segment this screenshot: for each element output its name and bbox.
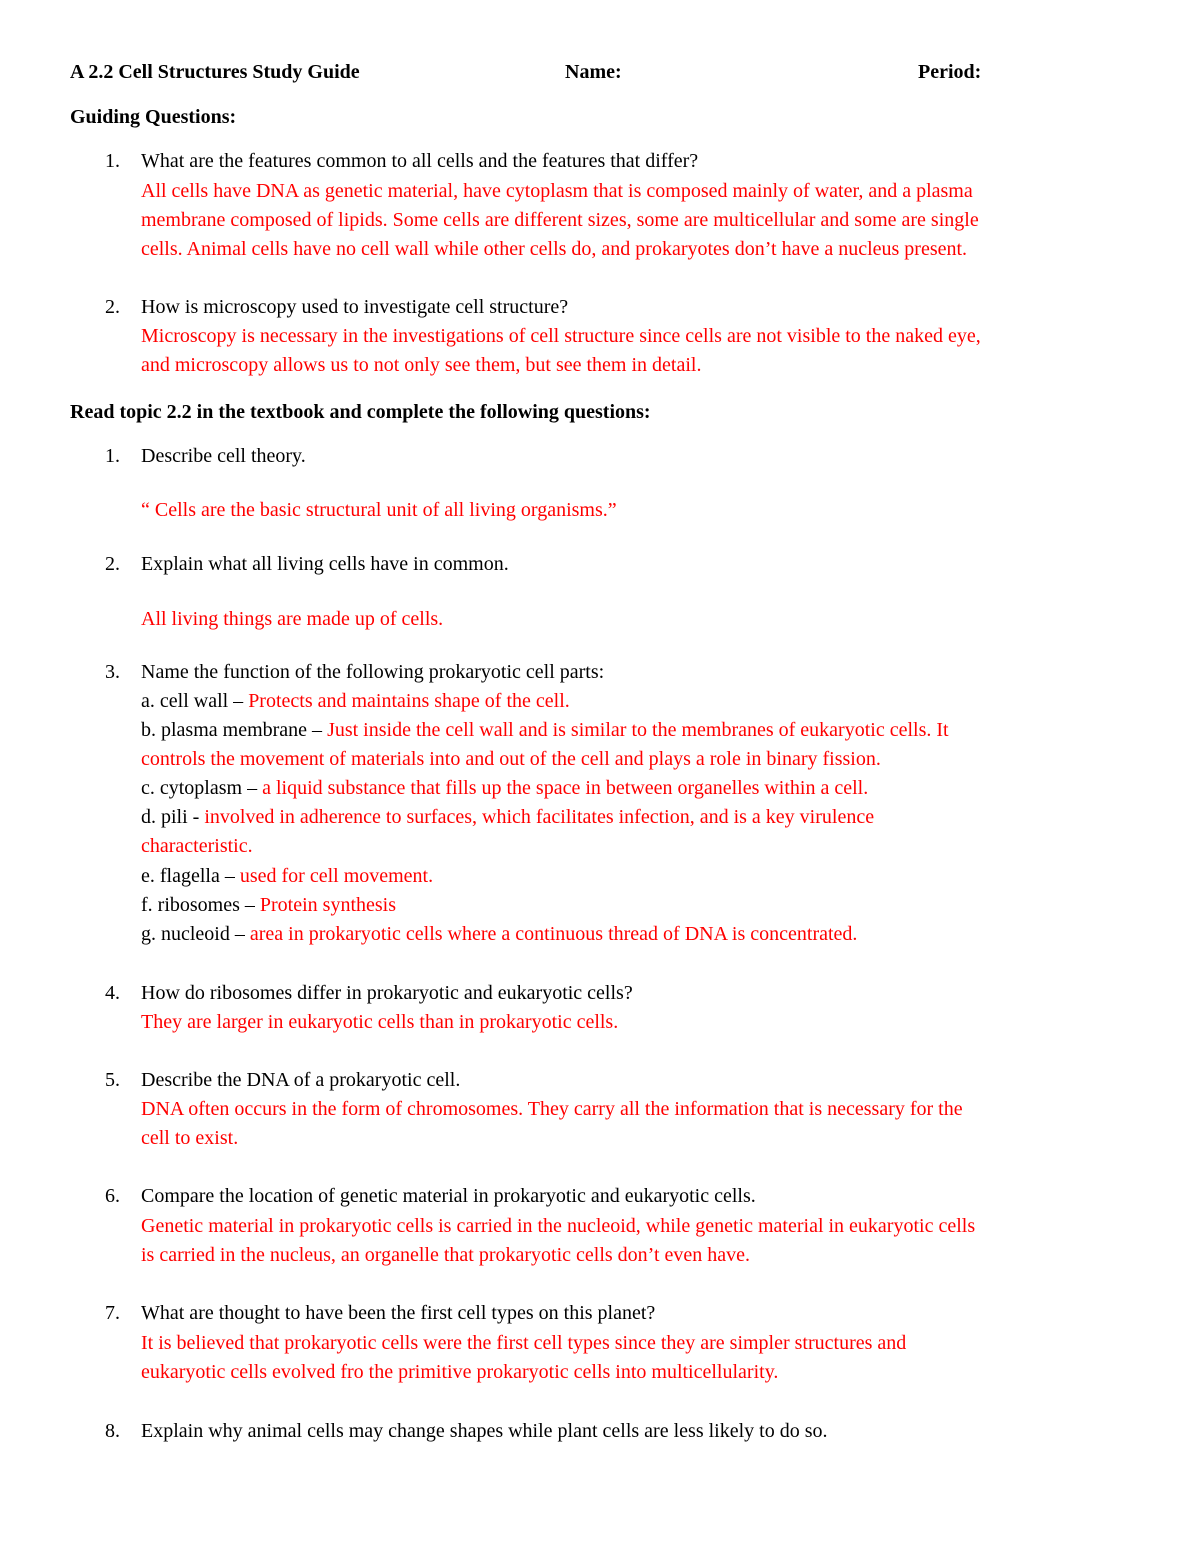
reading-q7-answer-line-2: eukaryotic cells evolved fro the primitive prokaryotic cells into multicellularity. (141, 1361, 779, 1383)
part-b-answer: Just inside the cell wall and is similar to the membranes of eukaryotic cells. It (327, 719, 949, 741)
reading-q6-number: 6. (105, 1185, 120, 1207)
reading-q6-question: Compare the location of genetic material in prokaryotic and eukaryotic cells. (141, 1185, 756, 1207)
part-g-answer: area in prokaryotic cells where a continuous thread of DNA is concentrated. (249, 923, 858, 945)
part-a-row (141, 691, 570, 711)
reading-q5-question: Describe the DNA of a prokaryotic cell. (141, 1069, 461, 1091)
document-title: A 2.2 Cell Structures Study Guide (70, 61, 360, 83)
guiding-q1-number: 1. (105, 150, 120, 172)
part-e-label: e. flagella – (141, 865, 240, 887)
guiding-questions-heading: Guiding Questions: (70, 106, 237, 128)
guiding-q1-answer-line-3: cells. Animal cells have no cell wall while other cells do, and prokaryotes don’t have a nucleus present. (141, 238, 968, 260)
part-a-answer: Protects and maintains shape of the cell. (248, 690, 570, 712)
part-g-label: g. nucleoid – (141, 923, 250, 945)
reading-q2-answer: All living things are made up of cells. (141, 608, 444, 630)
reading-q5-answer-line-1: DNA often occurs in the form of chromosomes. They carry all the information that is necessary for the (141, 1098, 963, 1120)
part-b-label: b. plasma membrane – (141, 719, 328, 741)
reading-q4-number: 4. (105, 982, 120, 1004)
part-c-row (141, 778, 868, 798)
reading-q1-number: 1. (105, 445, 120, 467)
part-a-label: a. cell wall – (141, 690, 249, 712)
part-e-answer: used for cell movement. (239, 865, 434, 887)
guiding-q2-question: How is microscopy used to investigate cell structure? (141, 296, 569, 318)
reading-q8-number: 8. (105, 1420, 120, 1442)
part-b-answer-line-2: controls the movement of materials into and out of the cell and plays a role in binary fission. (141, 748, 881, 770)
reading-q1-answer: “ Cells are the basic structural unit of all living organisms.” (141, 499, 617, 521)
part-d-answer: involved in adherence to surfaces, which facilitates infection, and is a key virulence (204, 806, 875, 828)
name-label: Name: (565, 61, 622, 83)
reading-q2-question: Explain what all living cells have in common. (141, 553, 509, 575)
part-e-row (141, 866, 433, 886)
reading-q2-number: 2. (105, 553, 120, 575)
part-f-label: f. ribosomes – (141, 894, 260, 916)
part-g-row (141, 924, 857, 944)
reading-q4-answer: They are larger in eukaryotic cells than in prokaryotic cells. (141, 1011, 619, 1033)
guiding-q2-answer-line-1: Microscopy is necessary in the investigations of cell structure since cells are not visible to the naked eye, (141, 325, 981, 347)
guiding-q2-number: 2. (105, 296, 120, 318)
part-d-row (141, 807, 874, 827)
reading-q3-number: 3. (105, 661, 120, 683)
part-f-answer: Protein synthesis (259, 894, 397, 916)
reading-q7-number: 7. (105, 1302, 120, 1324)
guiding-q1-answer-line-1: All cells have DNA as genetic material, have cytoplasm that is composed mainly of water, and a plasma (141, 180, 973, 202)
reading-q7-question: What are thought to have been the first cell types on this planet? (141, 1302, 656, 1324)
part-d-label: d. pili - (141, 806, 205, 828)
reading-q4-question: How do ribosomes differ in prokaryotic and eukaryotic cells? (141, 982, 633, 1004)
part-f-row (141, 895, 396, 915)
reading-q8-question: Explain why animal cells may change shapes while plant cells are less likely to do so. (141, 1420, 828, 1442)
part-b-row (141, 720, 949, 740)
reading-q7-answer-line-1: It is believed that prokaryotic cells were the first cell types since they are simpler structures and (141, 1332, 907, 1354)
reading-q5-answer-line-2: cell to exist. (141, 1127, 239, 1149)
part-c-label: c. cytoplasm – (141, 777, 263, 799)
reading-heading: Read topic 2.2 in the textbook and complete the following questions: (70, 401, 651, 423)
guiding-q1-question: What are the features common to all cells and the features that differ? (141, 150, 699, 172)
guiding-q2-answer-line-2: and microscopy allows us to not only see them, but see them in detail. (141, 354, 702, 376)
reading-q6-answer-line-2: is carried in the nucleus, an organelle that prokaryotic cells don’t even have. (141, 1244, 751, 1266)
reading-q6-answer-line-1: Genetic material in prokaryotic cells is carried in the nucleoid, while genetic material in eukaryotic cells (141, 1215, 976, 1237)
guiding-q1-answer-line-2: membrane composed of lipids. Some cells are different sizes, some are multicellular and some are single (141, 209, 979, 231)
reading-q3-question: Name the function of the following prokaryotic cell parts: (141, 661, 605, 683)
period-label: Period: (918, 61, 982, 83)
part-d-answer-line-2: characteristic. (141, 835, 253, 857)
part-c-answer: a liquid substance that fills up the space in between organelles within a cell. (262, 777, 869, 799)
reading-q5-number: 5. (105, 1069, 120, 1091)
reading-q1-question: Describe cell theory. (141, 445, 306, 467)
